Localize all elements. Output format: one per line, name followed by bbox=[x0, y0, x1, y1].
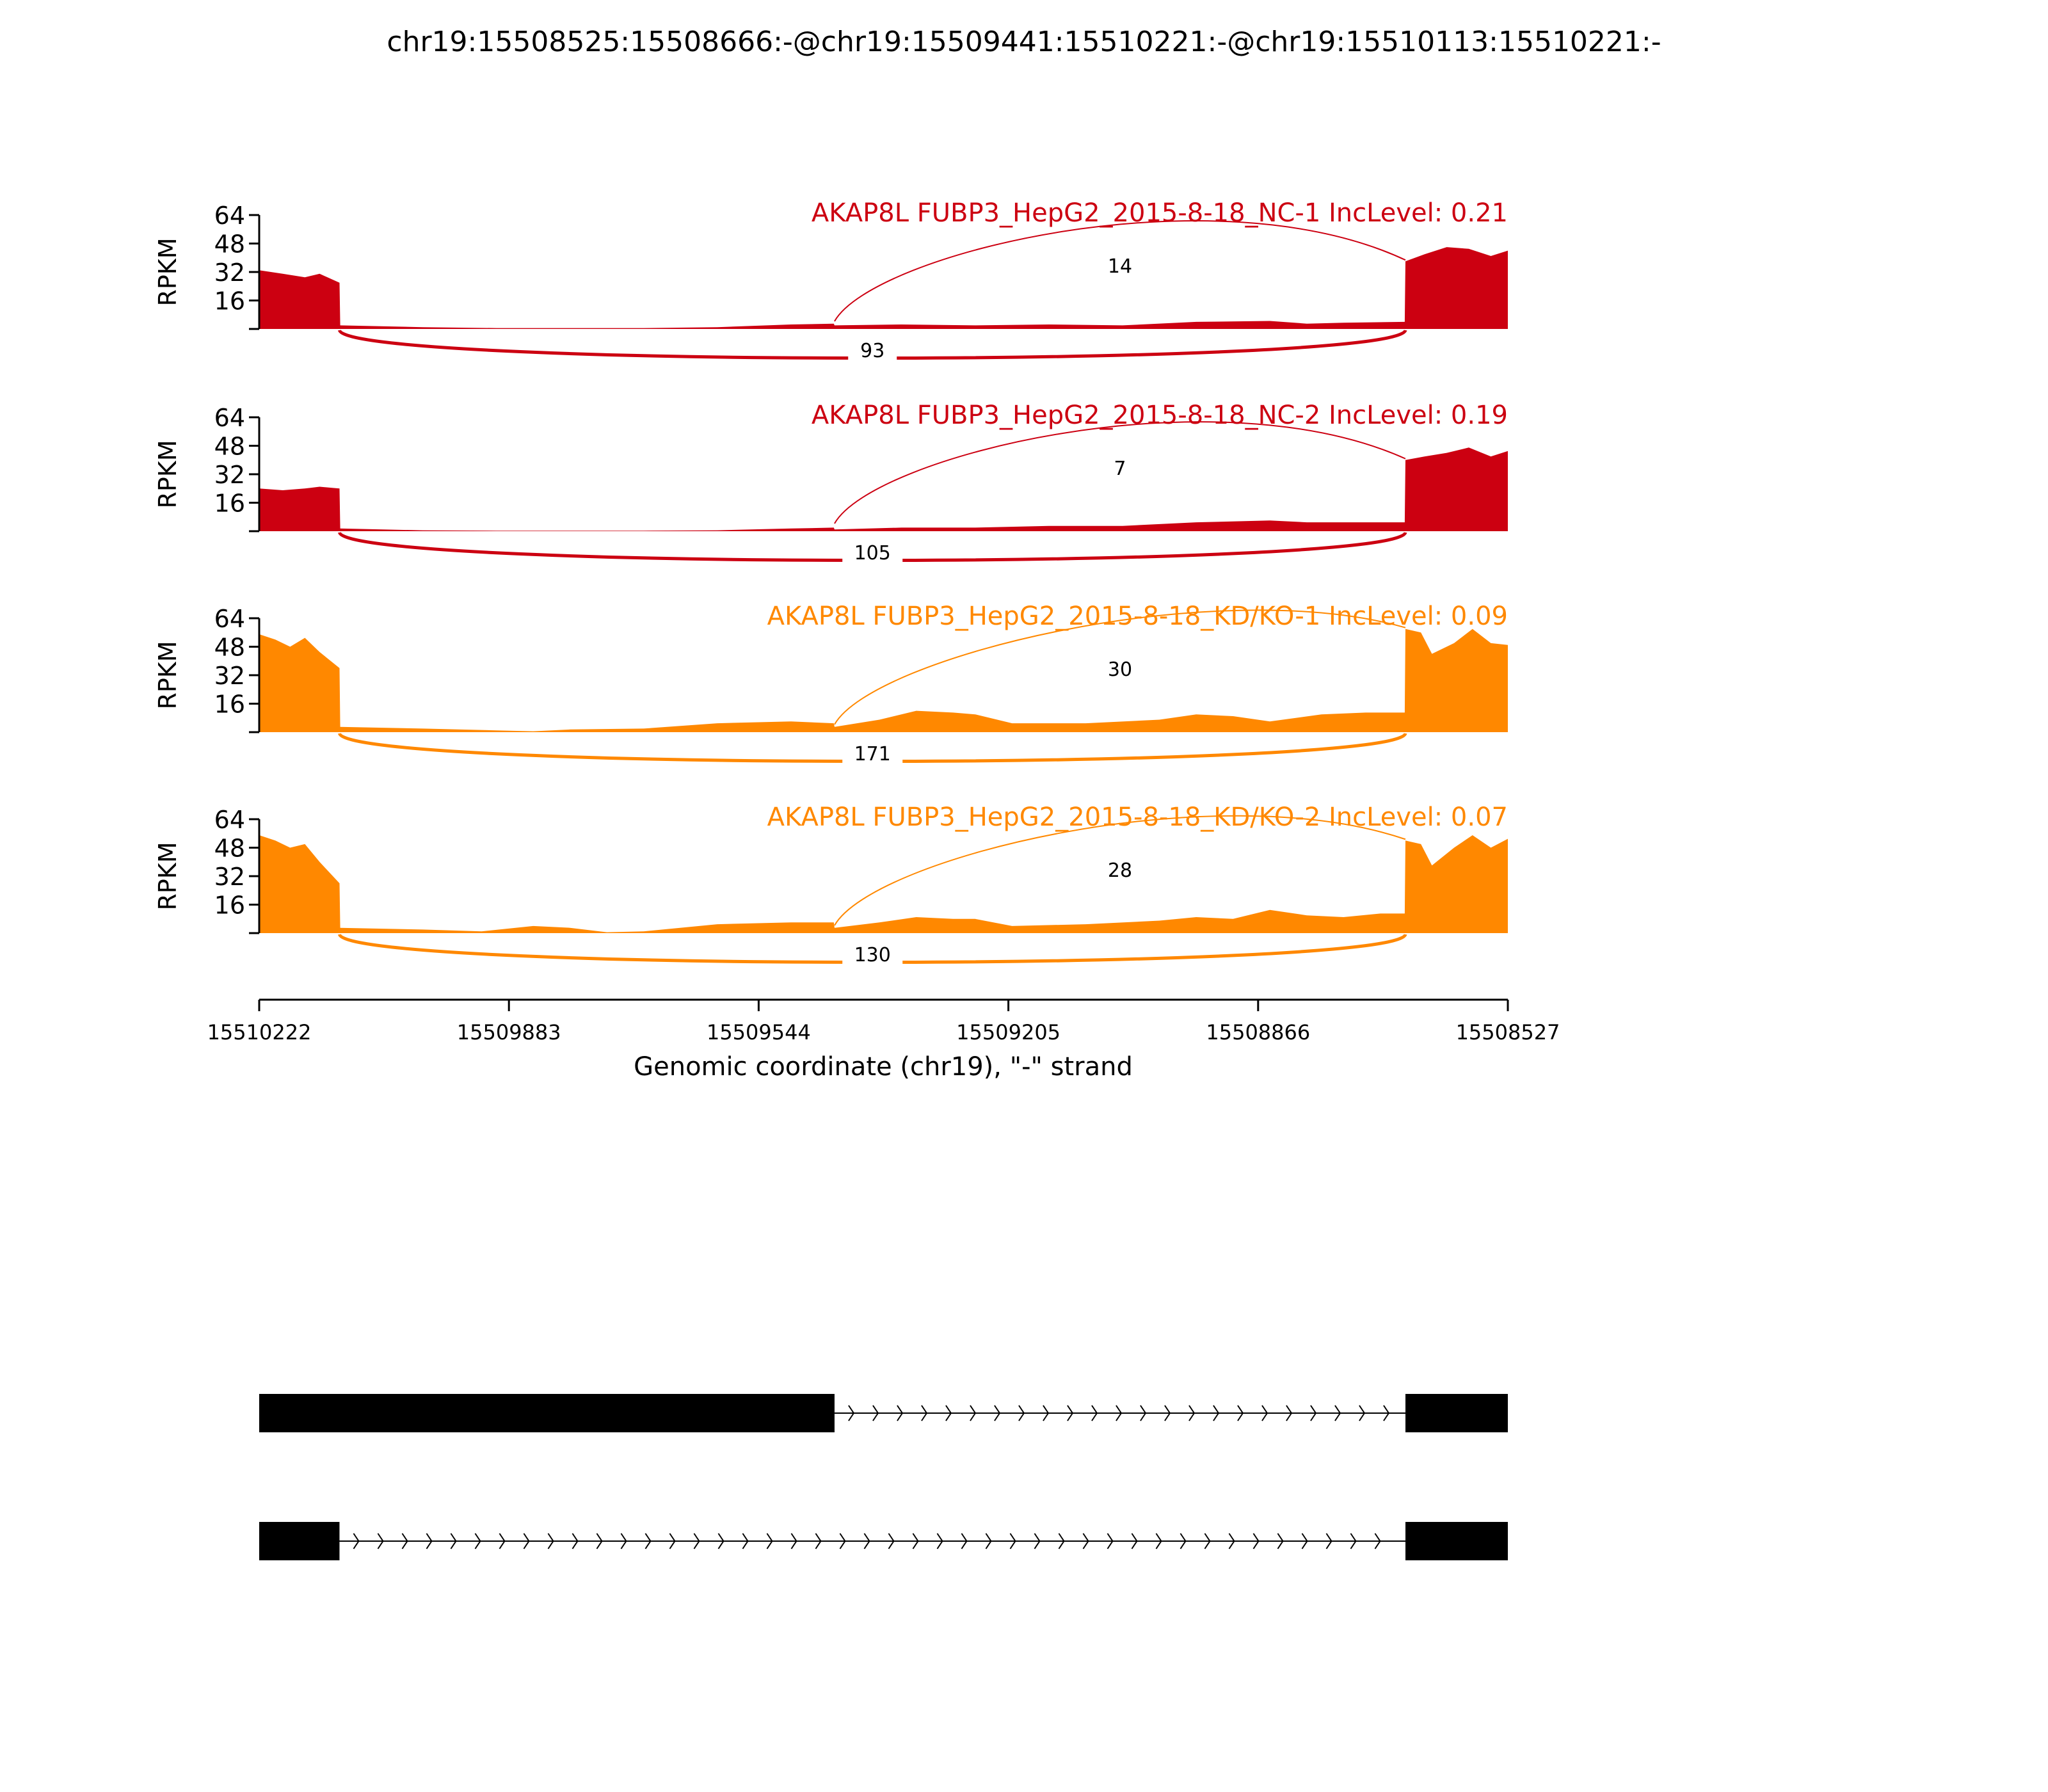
junction-label: 30 bbox=[1107, 659, 1133, 681]
x-axis-label: Genomic coordinate (chr19), "-" strand bbox=[634, 1052, 1133, 1082]
y-tick-label: 32 bbox=[214, 863, 245, 891]
y-axis-label: RPKM bbox=[154, 842, 182, 911]
y-axis-label: RPKM bbox=[154, 237, 182, 307]
junction-label: 93 bbox=[860, 340, 885, 362]
x-tick-label: 15508527 bbox=[1455, 1020, 1560, 1044]
y-tick-label: 48 bbox=[214, 432, 245, 461]
y-tick-label: 32 bbox=[214, 461, 245, 489]
coverage-area bbox=[259, 629, 1508, 732]
coverage-panel-1 bbox=[154, 198, 1508, 362]
sample-label: AKAP8L FUBP3_HepG2_2015-8-18_KD/KO-1 IncLevel: 0.09 bbox=[767, 602, 1508, 631]
junction-label: 171 bbox=[854, 743, 891, 765]
y-tick-label: 48 bbox=[214, 834, 245, 863]
x-tick-label: 15509883 bbox=[456, 1020, 561, 1044]
y-tick-label: 32 bbox=[214, 259, 245, 287]
coverage-area bbox=[259, 447, 1508, 531]
coverage-panel-2 bbox=[154, 401, 1508, 564]
y-tick-label: 64 bbox=[214, 605, 245, 633]
y-tick-label: 16 bbox=[214, 287, 245, 316]
junction-label: 7 bbox=[1114, 458, 1126, 480]
y-tick-label: 64 bbox=[214, 806, 245, 834]
junction-label: 105 bbox=[854, 542, 891, 564]
junction-label: 14 bbox=[1107, 255, 1133, 278]
coverage-panel-4 bbox=[154, 803, 1508, 966]
exon-block bbox=[1405, 1394, 1508, 1432]
sample-label: AKAP8L FUBP3_HepG2_2015-8-18_NC-2 IncLevel: 0.19 bbox=[811, 401, 1508, 430]
coverage-area bbox=[259, 835, 1508, 933]
x-tick-label: 15510222 bbox=[207, 1020, 312, 1044]
y-axis-label: RPKM bbox=[154, 641, 182, 710]
y-tick-label: 64 bbox=[214, 404, 245, 432]
y-tick-label: 48 bbox=[214, 230, 245, 259]
exon-block bbox=[259, 1522, 339, 1560]
chart-title: chr19:15508525:15508666:-@chr19:15509441:15510221:-@chr19:15510113:15510221:- bbox=[387, 26, 1661, 58]
y-tick-label: 64 bbox=[214, 202, 245, 230]
junction-label: 28 bbox=[1107, 860, 1133, 882]
y-tick-label: 48 bbox=[214, 633, 245, 662]
x-tick-label: 15509544 bbox=[706, 1020, 811, 1044]
exon-block bbox=[259, 1394, 835, 1432]
x-tick-label: 15509205 bbox=[956, 1020, 1061, 1044]
exon-block bbox=[1405, 1522, 1508, 1560]
transcript-models bbox=[259, 1394, 1508, 1560]
coverage-panel-3 bbox=[154, 602, 1508, 765]
transcript-2 bbox=[259, 1522, 1508, 1560]
sample-label: AKAP8L FUBP3_HepG2_2015-8-18_NC-1 IncLevel: 0.21 bbox=[811, 198, 1508, 228]
coverage-area bbox=[259, 247, 1508, 329]
y-tick-label: 16 bbox=[214, 690, 245, 719]
sample-label: AKAP8L FUBP3_HepG2_2015-8-18_KD/KO-2 IncLevel: 0.07 bbox=[767, 803, 1508, 832]
y-tick-label: 16 bbox=[214, 489, 245, 518]
transcript-1 bbox=[259, 1394, 1508, 1432]
y-tick-label: 16 bbox=[214, 891, 245, 920]
coverage-panels bbox=[154, 198, 1508, 966]
y-axis-label: RPKM bbox=[154, 440, 182, 509]
junction-label: 130 bbox=[854, 944, 891, 966]
x-axis bbox=[207, 1000, 1560, 1044]
y-tick-label: 32 bbox=[214, 662, 245, 690]
x-tick-label: 15508866 bbox=[1206, 1020, 1311, 1044]
